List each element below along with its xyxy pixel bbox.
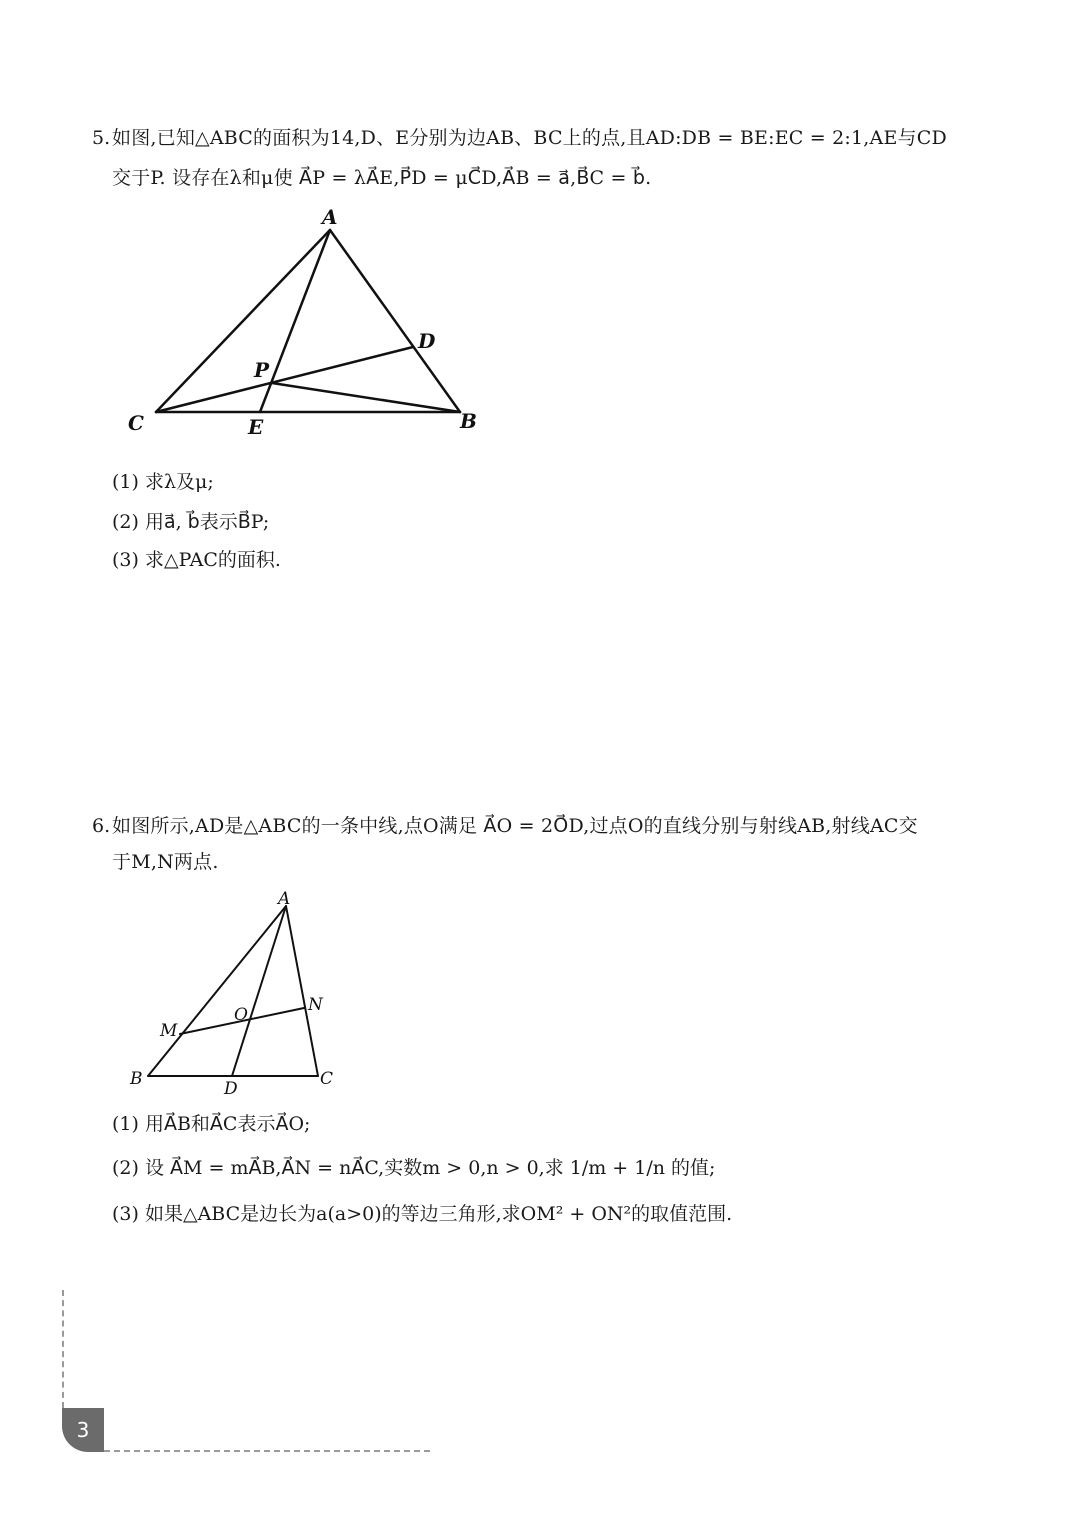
- label-c: C: [128, 411, 144, 435]
- label-m: M: [160, 1021, 178, 1041]
- question-5-number: 5.: [92, 127, 111, 149]
- question-5-part-3: (3) 求△PAC的面积.: [112, 549, 281, 571]
- label-n: N: [308, 995, 323, 1015]
- question-6-number: 6.: [92, 815, 111, 837]
- edge-ac: [286, 906, 318, 1076]
- question-5-part-2: (2) 用a⃗, b⃗表示B⃗P;: [112, 511, 270, 533]
- page-margin-dashes: [62, 1290, 64, 1408]
- label-c: C: [320, 1069, 334, 1089]
- segment-pb: [272, 383, 460, 412]
- question-6-part-2: (2) 设 A⃗M = mA⃗B,A⃗N = nA⃗C,实数m > 0,n > 0,求 1/m + 1/n 的值;: [112, 1157, 716, 1179]
- label-a: A: [322, 205, 338, 229]
- question-6-text-line-1: 如图所示,AD是△ABC的一条中线,点O满足 A⃗O = 2O⃗D,过点O的直线分别与射线AB,射线AC交: [112, 815, 918, 837]
- label-b: B: [130, 1069, 143, 1089]
- segment-ae: [260, 230, 330, 412]
- question-5-part-1: (1) 求λ及μ;: [112, 471, 214, 493]
- label-b: B: [460, 409, 477, 433]
- label-d: D: [224, 1079, 238, 1099]
- edge-ab: [330, 230, 460, 412]
- segment-cd: [156, 347, 413, 412]
- question-6-part-3: (3) 如果△ABC是边长为a(a>0)的等边三角形,求OM² + ON²的取值范围.: [112, 1203, 733, 1225]
- question-6-part-1: (1) 用A⃗B和A⃗C表示A⃗O;: [112, 1113, 311, 1135]
- label-e: E: [248, 415, 264, 439]
- edge-ac: [156, 230, 330, 412]
- edge-ab: [148, 906, 286, 1076]
- question-5-text-line-1: 如图,已知△ABC的面积为14,D、E分别为边AB、BC上的点,且AD:DB = BE:EC = 2:1,AE与CD: [112, 127, 947, 149]
- page-number: 3: [62, 1408, 104, 1452]
- label-d: D: [418, 329, 436, 353]
- label-o: O: [234, 1005, 248, 1025]
- question-6-text-line-2: 于M,N两点.: [112, 851, 219, 873]
- label-p: P: [254, 358, 270, 382]
- segment-ad: [232, 906, 286, 1076]
- question-5-text-line-2: 交于P. 设存在λ和μ使 A⃗P = λA⃗E,P⃗D = μC⃗D,A⃗B = a⃗,B⃗C = b⃗.: [112, 167, 652, 189]
- question-6-figure: [120, 880, 360, 1100]
- label-a: A: [278, 889, 291, 909]
- page-footer-dashes: [104, 1450, 430, 1452]
- question-5-figure: [120, 200, 500, 445]
